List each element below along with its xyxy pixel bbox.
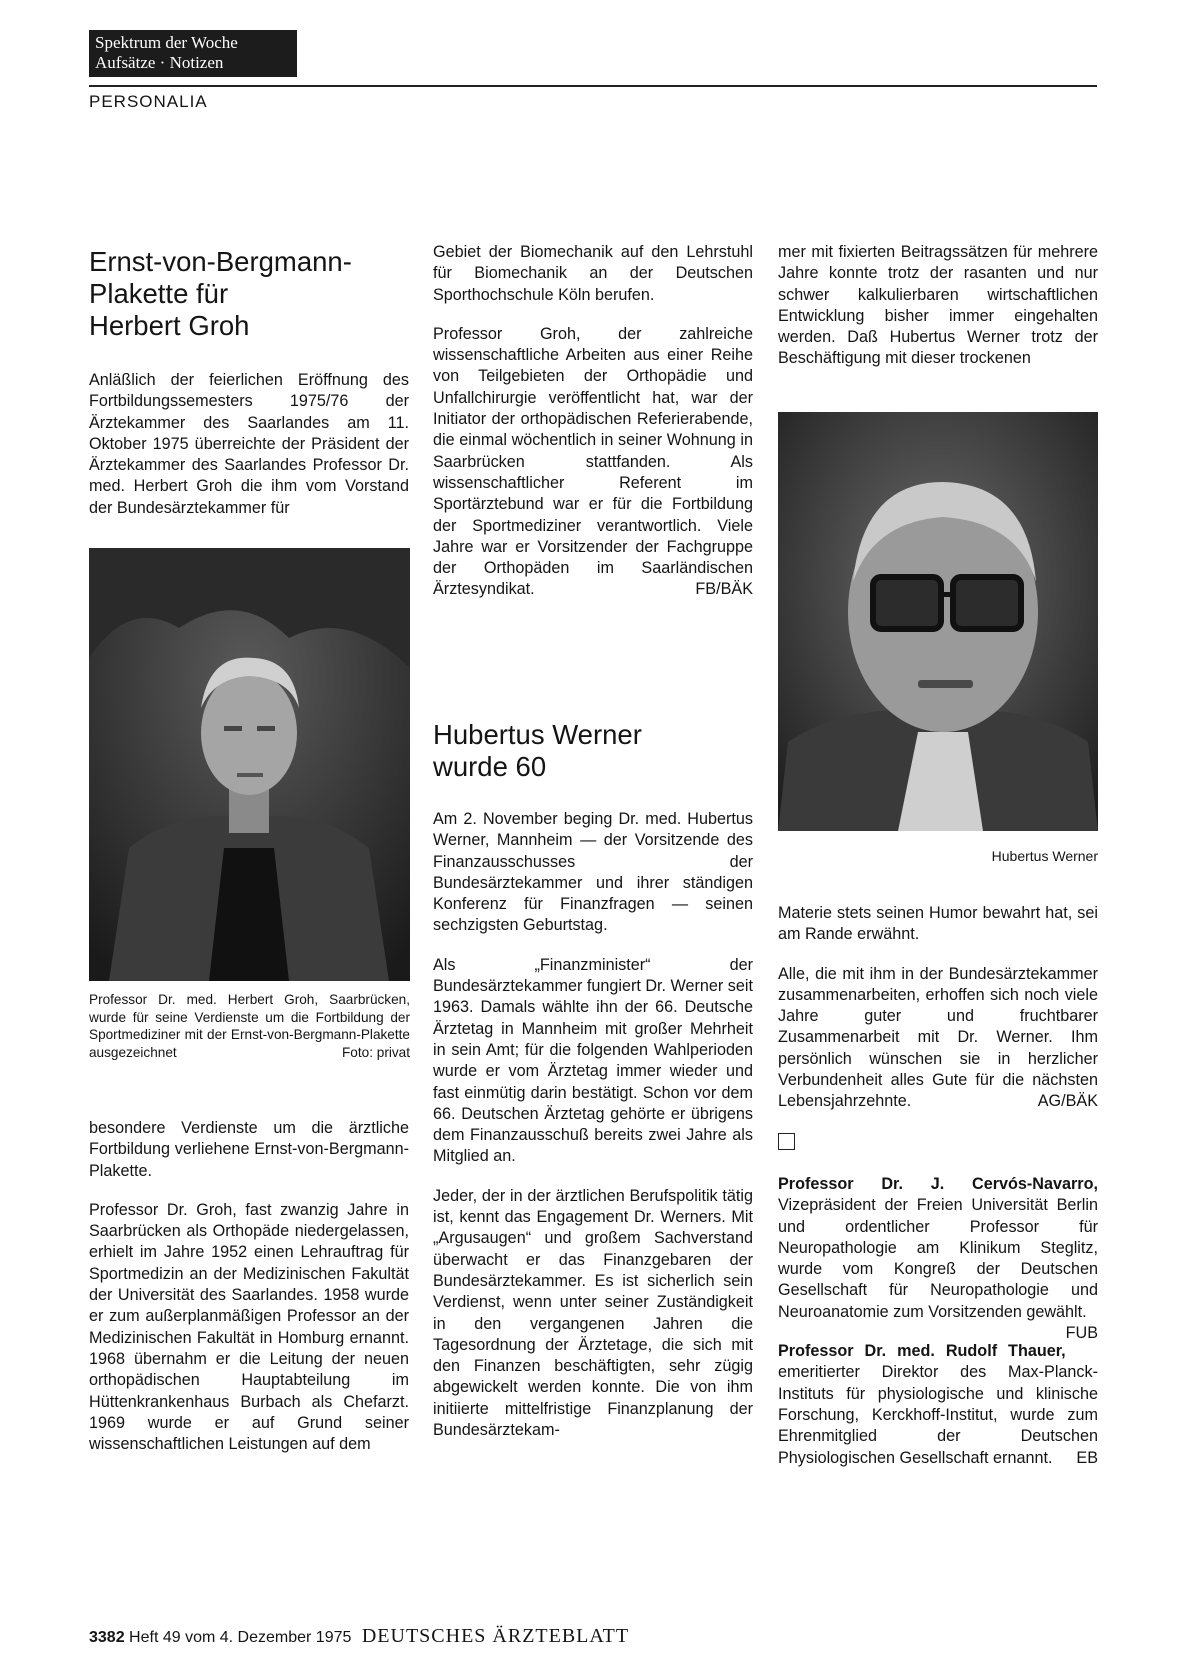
article2-column3-top bbox=[778, 242, 1098, 388]
page-number: 3382 bbox=[89, 1629, 125, 1646]
article1-title-line3: Herbert Groh bbox=[89, 310, 250, 341]
article2-title-line2: wurde 60 bbox=[433, 751, 547, 782]
article2-title-line1: Hubertus Werner bbox=[433, 719, 642, 750]
page-footer bbox=[89, 1625, 629, 1648]
article2-column3-bottom bbox=[778, 903, 1098, 1487]
werner-caption-text: Hubertus Werner bbox=[991, 848, 1098, 864]
article2-paragraph-3: Jeder, der in der ärztlichen Berufspolitik tätig ist, kennt das Engagement Dr. Werners. Mit „Argusaugen“ und großem Sachverstand überwacht er das Finanzgebaren der Bundesärztekammer. Es ist sicherlich sein Verdienst, wenn unter seiner Zuständigkeit in den vergangenen Jahren die Tagesordnung der Ärztetage, die sich mit den Finanzen beschäftigten, sehr zügig abgewickelt werden konnte. Die von ihm initiierte mittelfristige Finanzplanung der Bundesärztekam- bbox=[433, 1186, 753, 1440]
werner-portrait-image bbox=[778, 412, 1098, 831]
section-separator-icon bbox=[778, 1133, 795, 1150]
article1-title-line2: Plakette für bbox=[89, 278, 229, 309]
article1-signature: FB/BÄK bbox=[695, 580, 753, 599]
issue-info: Heft 49 vom 4. Dezember 1975 bbox=[129, 1629, 352, 1646]
article2-title bbox=[433, 719, 753, 783]
article2-paragraph-6 bbox=[778, 964, 1098, 1113]
note1-text: Vizepräsident der Freien Universität Berlin und ordentlicher Professor für Neuropathologie am Klinikum Steglitz, wurde vom Kongreß der Deutschen Gesellschaft für Neuropathologie und Neuroanatomie zum Vorsitzenden gewählt. bbox=[778, 1196, 1098, 1321]
article1-column2 bbox=[433, 242, 753, 619]
article2-paragraph-4: mer mit fixierten Beitragssätzen für mehrere Jahre konnte trotz der rasanten und nur schwer kalkulierbaren wirtschaftlichen Entwicklung bisher immer eingehalten werden. Daß Hubertus Werner trotz der Beschäftigung mit dieser trockenen bbox=[778, 243, 1098, 368]
article1-paragraph-4: Gebiet der Biomechanik auf den Lehrstuhl für Biomechanik an der Deutschen Sporthochschule Köln berufen. bbox=[433, 243, 753, 304]
werner-photo bbox=[778, 412, 1098, 831]
separator-row bbox=[778, 1133, 1098, 1156]
note1-signature: FUB bbox=[1065, 1324, 1098, 1343]
article1-title bbox=[89, 246, 409, 342]
note2-name: Professor Dr. med. Rudolf Thauer, bbox=[778, 1342, 1066, 1361]
article2-signature: AG/BÄK bbox=[1037, 1092, 1098, 1111]
article1-paragraph-2: besondere Verdienste um die ärztliche Fortbildung verliehene Ernst-von-Bergmann-Plakette. bbox=[89, 1119, 409, 1180]
groh-caption-credit: Foto: privat bbox=[342, 1044, 410, 1060]
groh-caption bbox=[89, 991, 410, 1061]
note-cervos-navarro bbox=[778, 1174, 1098, 1343]
groh-portrait-image bbox=[89, 548, 410, 981]
header-rule bbox=[89, 85, 1097, 87]
article1-paragraph-5 bbox=[433, 324, 753, 601]
werner-caption bbox=[778, 848, 1098, 866]
groh-photo bbox=[89, 548, 410, 981]
article2-paragraph-5: Materie stets seinen Humor bewahrt hat, sei am Rande erwähnt. bbox=[778, 904, 1098, 944]
article1-paragraph-5-text: Professor Groh, der zahlreiche wissenschaftliche Arbeiten aus einer Reihe von Teilgebieten der Orthopädie und Unfallchirurgie veröffentlicht hat, war der Initiator der orthopädischen Referierabende, die einmal wöchentlich in seiner Wohnung in Saarbrücken stattfanden. Als wissenschaftlicher Referent im Sportärztebund war er für die Fortbildung der Sportmediziner verantwortlich. Viele Jahre war er Vorsitzender der Fachgruppe der Orthopäden im Saarländischen Ärztesyndikat. bbox=[433, 324, 753, 599]
article1-continued bbox=[89, 1118, 409, 1473]
article1-paragraph-1: Anläßlich der feierlichen Eröffnung des Fortbildungssemesters 1975/76 der Ärztekammer des Saarlandes am 11. Oktober 1975 überreichte der Präsident der Ärztekammer des Saarlandes Professor Dr. med. Herbert Groh die ihm vom Vorstand der Bundesärztekammer für bbox=[89, 371, 409, 517]
groh-caption-text: Professor Dr. med. Herbert Groh, Saarbrücken, wurde für seine Verdienste um die Fortbildung der Sportmediziner mit der Ernst-von-Bergmann-Plakette ausgezeichnet bbox=[89, 992, 410, 1060]
header-line-2: Aufsätze · Notizen bbox=[95, 53, 224, 72]
article2-paragraph-2: Als „Finanzminister“ der Bundesärztekammer fungiert Dr. Werner seit 1963. Damals wählte ihn der 66. Deutsche Ärztetag in Mannheim mit großer Mehrheit in sein Amt; für die folgenden Wahlperioden wurde er vom Ärztetag immer wieder und fast einmütig darin bestätigt. Schon vor dem 66. Deutschen Ärztetag gehörte er übrigens dem Finanzausschuß bereits zwei Jahre als Mitglied an. bbox=[433, 955, 753, 1166]
note2-text: emeritierter Direktor des Max-Planck-Instituts für physiologische und klinische Forschung, Kerckhoff-Institut, wurde zum Ehrenmitglied der Deutschen Physiologischen Gesellschaft ernannt. bbox=[778, 1363, 1098, 1467]
article1-paragraph-3: Professor Dr. Groh, fast zwanzig Jahre in Saarbrücken als Orthopäde niedergelassen, erhielt im Jahre 1952 einen Lehrauftrag für Sportmedizin an der Medizinischen Fakultät der Universität des Saarlandes. 1958 wurde er zum außerplanmäßigen Professor an der Medizinischen Fakultät in Homburg ernannt. 1968 übernahm er die Leitung der neuen orthopädischen Hauptabteilung im Hüttenkrankenhaus Burbach als Chefarzt. 1969 wurde er auf Grund seiner wissenschaftlichen Leistungen auf dem bbox=[89, 1200, 409, 1454]
header-line-1: Spektrum der Woche bbox=[95, 33, 238, 52]
note1-name: Professor Dr. J. Cervós-Navarro, bbox=[778, 1174, 1098, 1193]
article2-paragraph-6-text: Alle, die mit ihm in der Bundesärztekammer zusammenarbeiten, erhoffen sich noch viele Jahre guter und fruchtbarer Zusammenarbeit mit Dr. Werner. Ihm persönlich wünschen sie in herzlicher Verbundenheit alles Gute für die nächsten Lebensjahrzehnte. bbox=[778, 964, 1098, 1111]
journal-header-box bbox=[89, 30, 297, 77]
note-thauer bbox=[778, 1341, 1098, 1469]
publication-name: DEUTSCHES ÄRZTEBLATT bbox=[361, 1625, 630, 1647]
article2 bbox=[433, 719, 753, 1459]
article1-title-line1: Ernst-von-Bergmann- bbox=[89, 246, 352, 277]
article2-paragraph-1: Am 2. November beging Dr. med. Hubertus Werner, Mannheim — der Vorsitzende des Finanzausschusses der Bundesärztekammer und ihrer ständigen Konferenz für Finanzfragen — seinen sechzigsten Geburtstag. bbox=[433, 810, 753, 935]
article1-intro bbox=[89, 246, 409, 537]
section-label: PERSONALIA bbox=[89, 92, 208, 111]
note2-signature: EB bbox=[1076, 1448, 1098, 1467]
